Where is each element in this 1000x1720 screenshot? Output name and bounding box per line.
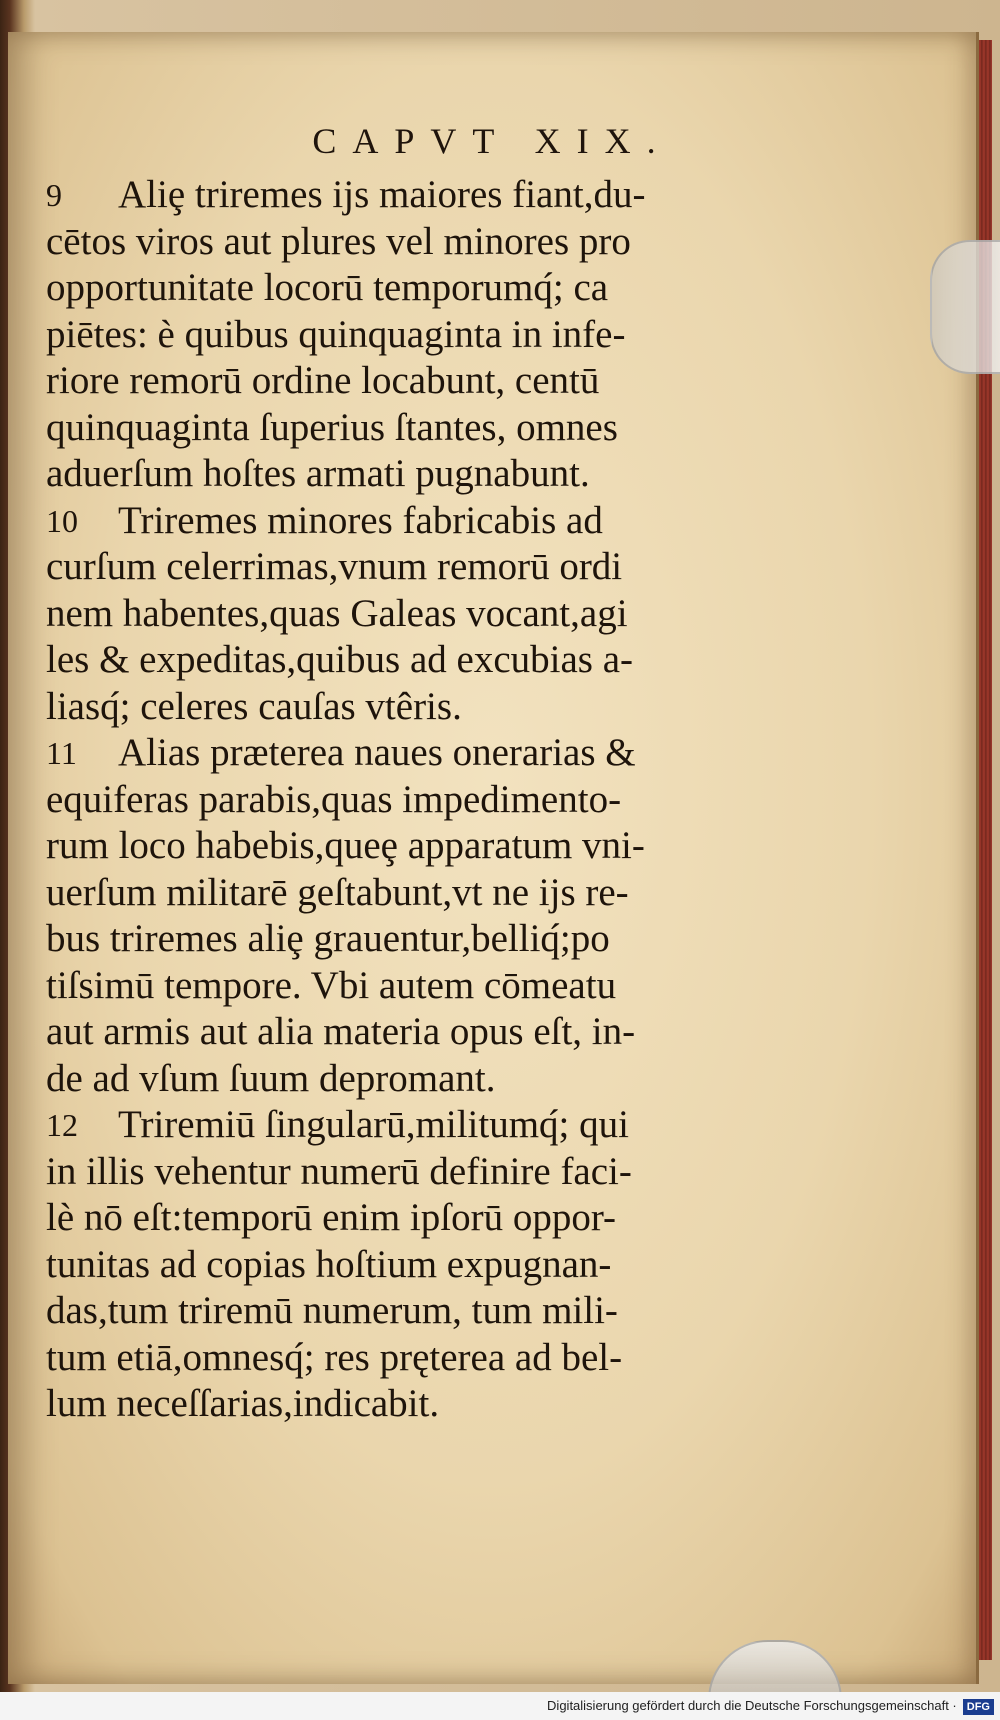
line-text: das,tum triremū numerum, tum mili- — [46, 1289, 618, 1332]
page-header: CAPVT XIX. — [312, 121, 672, 161]
paragraph-number: 11 — [46, 735, 77, 771]
line-text: cētos viros aut plures vel minores pro — [46, 219, 631, 263]
line-text: bus triremes aliȩ grauentur,belliq́;po — [46, 917, 610, 960]
dfg-logo: DFG — [963, 1699, 994, 1715]
line-text: rum loco habebis,queȩ apparatum vni- — [46, 824, 645, 867]
footer-credit: Digitalisierung gefördert durch die Deutsche Forschungsgemeinschaft · — [547, 1698, 957, 1713]
line-text: lè nō eſt:temporū enim ipſorū oppor- — [46, 1196, 617, 1239]
line-text: Aliȩ triremes ijs maiores fiant,du- — [118, 173, 646, 216]
text-line — [46, 219, 766, 266]
line-text: Triremes minores fabricabis ad — [118, 498, 603, 542]
line-text: uerſum militarē geſtabunt,vt ne ijs re- — [46, 870, 629, 914]
paragraph-number: 10 — [46, 502, 78, 539]
text-line — [46, 1288, 766, 1335]
text-line — [46, 1056, 766, 1103]
line-text: les & expeditas,quibus ad excubias a- — [46, 638, 633, 681]
text-line — [46, 1381, 766, 1428]
text-line — [46, 637, 766, 684]
text-line — [46, 870, 766, 917]
text-line — [46, 823, 766, 870]
line-text: piētes: è quibus quinquaginta in infe- — [46, 312, 626, 356]
book-page — [8, 32, 979, 1684]
line-text: tunitas ad copias hoſtium expugnan- — [46, 1242, 612, 1286]
text-line — [46, 1195, 766, 1242]
paragraph-number: 9 — [46, 177, 62, 213]
text-line — [46, 730, 766, 777]
text-line — [46, 1102, 766, 1149]
line-text: tiſsimū tempore. Vbi autem cōmeatu — [46, 963, 617, 1007]
line-text: in illis vehentur numerū definire faci- — [46, 1149, 632, 1193]
text-line — [46, 777, 766, 824]
line-text: nem habentes,quas Galeas vocant,agi — [46, 591, 628, 635]
text-line — [46, 172, 766, 219]
line-text: Alias præterea naues onerarias & — [118, 731, 636, 774]
text-line — [46, 1149, 766, 1196]
text-line — [46, 1335, 766, 1382]
text-line — [46, 1009, 766, 1056]
line-text: quinquaginta ſuperius ſtantes, omnes — [46, 405, 618, 449]
page-clip-right — [930, 240, 1000, 374]
line-text: riore remorū ordine locabunt, centū — [46, 359, 600, 402]
paragraph-number: 12 — [46, 1107, 78, 1143]
text-line — [46, 312, 766, 359]
text-line — [46, 451, 766, 498]
line-text: opportunitate locorū temporumq́; ca — [46, 266, 609, 309]
text-line — [46, 684, 766, 731]
text-line — [46, 358, 766, 405]
text-line — [46, 963, 766, 1010]
text-line — [46, 591, 766, 638]
line-text: tum etiā,omnesq́; res pręterea ad bel- — [46, 1335, 623, 1379]
line-text: aut armis aut alia materia opus eſt, in- — [46, 1010, 636, 1053]
line-text: liasq́; celeres cauſas vtêris. — [46, 684, 462, 728]
line-text: equiferas parabis,quas impedimento- — [46, 777, 622, 821]
text-line — [46, 405, 766, 452]
page-text — [46, 172, 766, 1428]
line-text: aduerſum hoſtes armati pugnabunt. — [46, 452, 590, 495]
text-line — [46, 544, 766, 591]
text-line — [46, 265, 766, 312]
text-line — [46, 916, 766, 963]
text-line — [46, 498, 766, 545]
line-text: de ad vſum ſuum depromant. — [46, 1056, 496, 1100]
line-text: lum neceſſarias,indicabit. — [46, 1382, 440, 1425]
footer-bar — [0, 1692, 1000, 1720]
line-text: curſum celerrimas,vnum remorū ordi — [46, 545, 623, 588]
line-text: Triremiū ſingularū,militumq́; qui — [118, 1103, 629, 1146]
text-line — [46, 1242, 766, 1289]
